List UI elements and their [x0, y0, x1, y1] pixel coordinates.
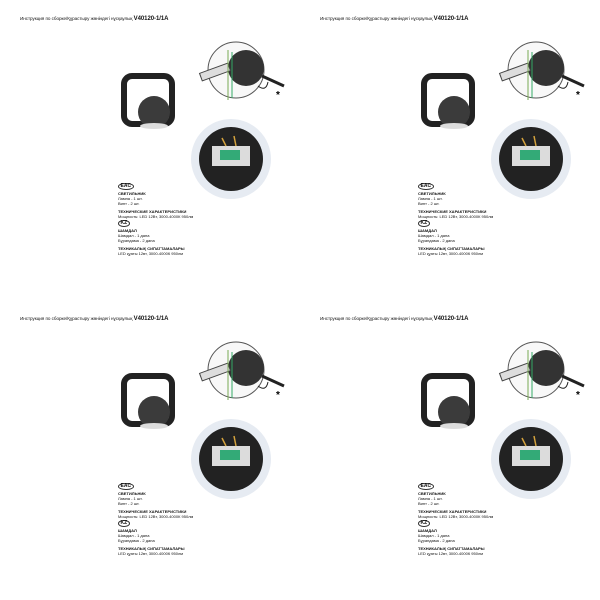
- kz-lamp-count: Шамдал - 1 дана: [118, 233, 150, 238]
- ru-base-count: Винт - 2 шт.: [418, 501, 440, 506]
- lamp-product-image: [118, 70, 178, 130]
- kz-title: ШАМДАЛ: [118, 528, 137, 533]
- kz-tech-value: LED құаты 12вт, 3000-4000К 950лм: [118, 251, 184, 256]
- sheet-header: [20, 316, 280, 322]
- eac-logo: EAC: [418, 183, 434, 190]
- ru-tech-value: Мощность: LED 12Вт, 3000-4000К 950лм: [418, 214, 494, 219]
- kz-title: ШАМДАЛ: [118, 228, 137, 233]
- ru-title: СВЕТИЛЬНИК: [418, 491, 446, 496]
- model-number: V40120-1/1A: [133, 16, 169, 22]
- header-prefix: Инструкция по сборке/Құрастыру жөніндегі нұсқаулық: [20, 16, 133, 21]
- kz-tech-title: ТЕХНИКАЛЫҚ СИПАТТАМАЛАРЫ: [418, 546, 485, 551]
- svg-text:*: *: [276, 390, 280, 401]
- sheet-header: [320, 316, 580, 322]
- ru-base-count: Винт - 2 шт.: [118, 501, 140, 506]
- specifications: [418, 482, 578, 556]
- header-prefix: Инструкция по сборке/Құрастыру жөніндегі нұсқаулық: [20, 316, 133, 321]
- specifications: [118, 182, 278, 256]
- lamp-product-image: [118, 370, 178, 430]
- kz-base-count: Бұрандама - 2 дана: [418, 238, 455, 243]
- ru-tech-title: ТЕХНИЧЕСКИЕ ХАРАКТЕРИСТИКИ: [118, 509, 187, 514]
- kz-tech-value: LED құаты 12вт, 3000-4000К 950лм: [418, 251, 484, 256]
- header-prefix: Инструкция по сборке/Құрастыру жөніндегі нұсқаулық: [320, 16, 433, 21]
- ru-tech-value: Мощность: LED 12Вт, 3000-4000К 950лм: [418, 514, 494, 519]
- wiring-diagram: [488, 40, 588, 110]
- kz-logo: KZ: [418, 220, 430, 227]
- ru-title: СВЕТИЛЬНИК: [118, 491, 146, 496]
- ru-base-count: Винт - 2 шт.: [418, 201, 440, 206]
- ru-title: СВЕТИЛЬНИК: [118, 191, 146, 196]
- kz-logo: KZ: [118, 520, 130, 527]
- ru-lamp-count: Лампа - 1 шт.: [418, 496, 443, 501]
- model-number: V40120-1/1A: [433, 316, 469, 322]
- kz-base-count: Бұрандама - 2 дана: [118, 538, 155, 543]
- kz-lamp-count: Шамдал - 1 дана: [418, 233, 450, 238]
- specifications: [418, 182, 578, 256]
- ru-lamp-count: Лампа - 1 шт.: [118, 196, 143, 201]
- eac-logo: EAC: [418, 483, 434, 490]
- sheet-header: [20, 16, 280, 22]
- wiring-diagram: [488, 340, 588, 410]
- kz-title: ШАМДАЛ: [418, 528, 437, 533]
- kz-logo: KZ: [118, 220, 130, 227]
- kz-tech-title: ТЕХНИКАЛЫҚ СИПАТТАМАЛАРЫ: [418, 246, 485, 251]
- kz-tech-value: LED құаты 12вт, 3000-4000К 950лм: [418, 551, 484, 556]
- ru-lamp-count: Лампа - 1 шт.: [118, 496, 143, 501]
- wiring-diagram: [188, 340, 288, 410]
- svg-text:*: *: [576, 90, 580, 101]
- model-number: V40120-1/1A: [133, 316, 169, 322]
- kz-tech-title: ТЕХНИКАЛЫҚ СИПАТТАМАЛАРЫ: [118, 246, 185, 251]
- ru-tech-title: ТЕХНИЧЕСКИЕ ХАРАКТЕРИСТИКИ: [418, 509, 487, 514]
- ru-tech-value: Мощность: LED 12Вт, 3000-4000К 950лм: [118, 514, 194, 519]
- eac-logo: EAC: [118, 183, 134, 190]
- svg-text:*: *: [276, 90, 280, 101]
- instruction-sheet-bottom-right: [300, 300, 600, 600]
- lamp-product-image: [418, 370, 478, 430]
- ru-lamp-count: Лампа - 1 шт.: [418, 196, 443, 201]
- ru-base-count: Винт - 2 шт.: [118, 201, 140, 206]
- instruction-sheet-top-right: [300, 0, 600, 300]
- kz-tech-title: ТЕХНИКАЛЫҚ СИПАТТАМАЛАРЫ: [118, 546, 185, 551]
- ru-tech-value: Мощность: LED 12Вт, 3000-4000К 950лм: [118, 214, 194, 219]
- wiring-diagram: [188, 40, 288, 110]
- kz-base-count: Бұрандама - 2 дана: [118, 238, 155, 243]
- instruction-sheet-top-left: [0, 0, 300, 300]
- kz-lamp-count: Шамдал - 1 дана: [418, 533, 450, 538]
- ru-tech-title: ТЕХНИЧЕСКИЕ ХАРАКТЕРИСТИКИ: [118, 209, 187, 214]
- sheet-header: [320, 16, 580, 22]
- svg-text:*: *: [576, 390, 580, 401]
- eac-logo: EAC: [118, 483, 134, 490]
- ru-title: СВЕТИЛЬНИК: [418, 191, 446, 196]
- kz-logo: KZ: [418, 520, 430, 527]
- kz-tech-value: LED құаты 12вт, 3000-4000К 950лм: [118, 551, 184, 556]
- instruction-sheet-bottom-left: [0, 300, 300, 600]
- ru-tech-title: ТЕХНИЧЕСКИЕ ХАРАКТЕРИСТИКИ: [418, 209, 487, 214]
- model-number: V40120-1/1A: [433, 16, 469, 22]
- kz-lamp-count: Шамдал - 1 дана: [118, 533, 150, 538]
- kz-base-count: Бұрандама - 2 дана: [418, 538, 455, 543]
- kz-title: ШАМДАЛ: [418, 228, 437, 233]
- header-prefix: Инструкция по сборке/Құрастыру жөніндегі нұсқаулық: [320, 316, 433, 321]
- specifications: [118, 482, 278, 556]
- lamp-product-image: [418, 70, 478, 130]
